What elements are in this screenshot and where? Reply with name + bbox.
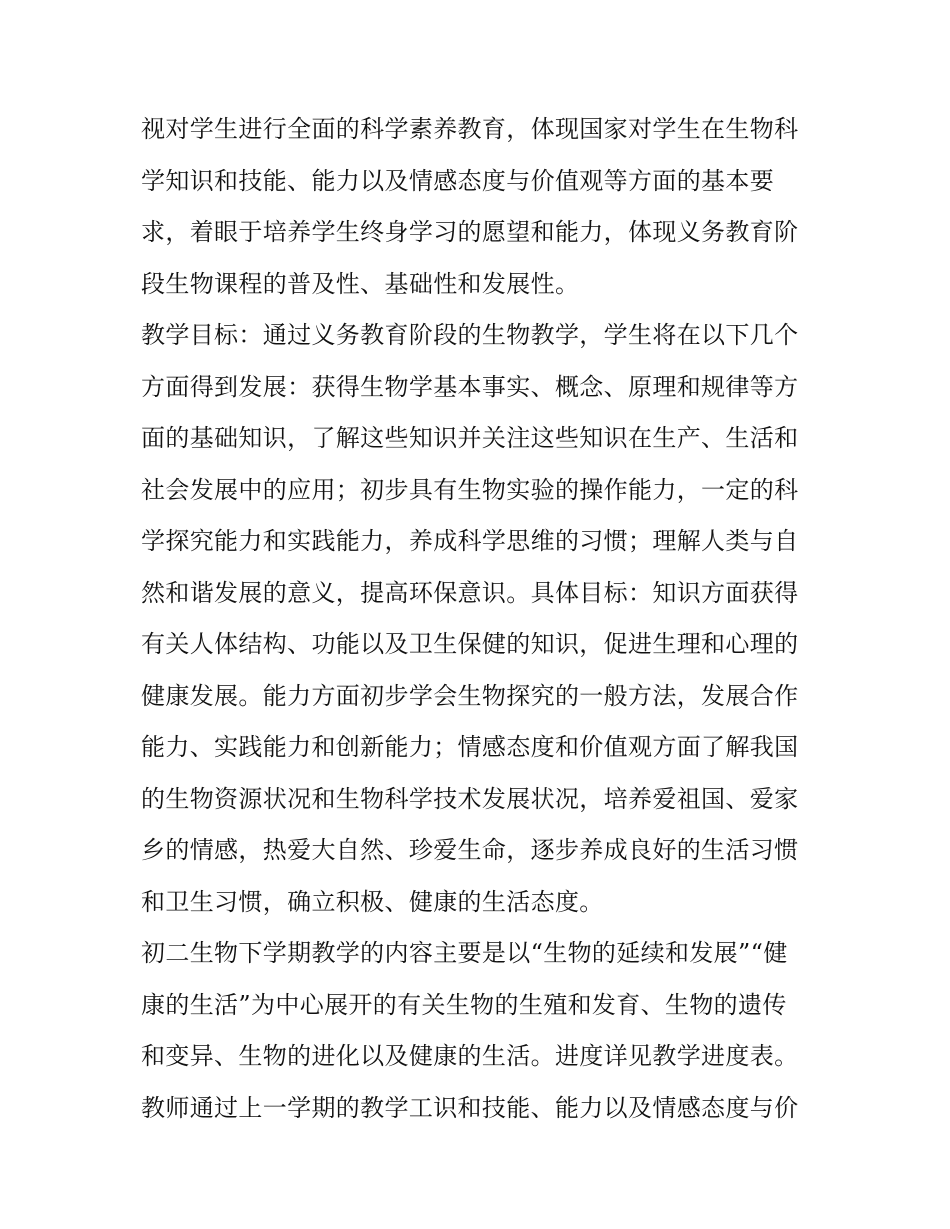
text-line: 的生物资源状况和生物科学技术发展状况，培养爱祖国、爱家 bbox=[141, 784, 799, 813]
text-line: 求，着眼于培养学生终身学习的愿望和能力，体现义务教育阶 bbox=[141, 218, 799, 246]
text-line: 和卫生习惯，确立积极、健康的生活态度。 bbox=[141, 887, 604, 916]
text-line: 方面得到发展：获得生物学基本事实、概念、原理和规律等方 bbox=[141, 372, 799, 401]
text-line: 健康发展。能力方面初步学会生物探究的一般方法，发展合作 bbox=[141, 681, 799, 710]
text-line: 段生物课程的普及性、基础性和发展性。 bbox=[141, 269, 580, 298]
text-line: 乡的情感，热爱大自然、珍爱生命，逐步养成良好的生活习惯 bbox=[141, 836, 799, 864]
text-line: 初二生物下学期教学的内容主要是以“生物的延续和发展”“健 bbox=[141, 939, 788, 967]
text-line: 教师通过上一学期的教学工识和技能、能力以及情感态度与价 bbox=[141, 1093, 799, 1122]
document-body bbox=[141, 104, 813, 1134]
text-line: 学知识和技能、能力以及情感态度与价值观等方面的基本要 bbox=[141, 166, 775, 195]
text-line: 视对学生进行全面的科学素养教育，体现国家对学生在生物科 bbox=[141, 115, 799, 143]
text-line: 康的生活”为中心展开的有关生物的生殖和发育、生物的遗传 bbox=[141, 990, 787, 1019]
text-line: 然和谐发展的意义，提高环保意识。具体目标：知识方面获得 bbox=[141, 578, 799, 607]
text-line: 有关人体结构、功能以及卫生保健的知识，促进生理和心理的 bbox=[141, 630, 799, 658]
text-line: 学探究能力和实践能力，养成科学思维的习惯；理解人类与自 bbox=[141, 527, 799, 555]
text-line: 社会发展中的应用；初步具有生物实验的操作能力，一定的科 bbox=[141, 475, 799, 504]
text-line: 能力、实践能力和创新能力；情感态度和价值观方面了解我国 bbox=[141, 733, 799, 761]
text-line: 教学目标：通过义务教育阶段的生物教学，学生将在以下几个 bbox=[141, 321, 799, 349]
text-line: 和变异、生物的进化以及健康的生活。进度详见教学进度表。 bbox=[141, 1042, 799, 1070]
text-line: 面的基础知识，了解这些知识并关注这些知识在生产、生活和 bbox=[141, 424, 799, 452]
